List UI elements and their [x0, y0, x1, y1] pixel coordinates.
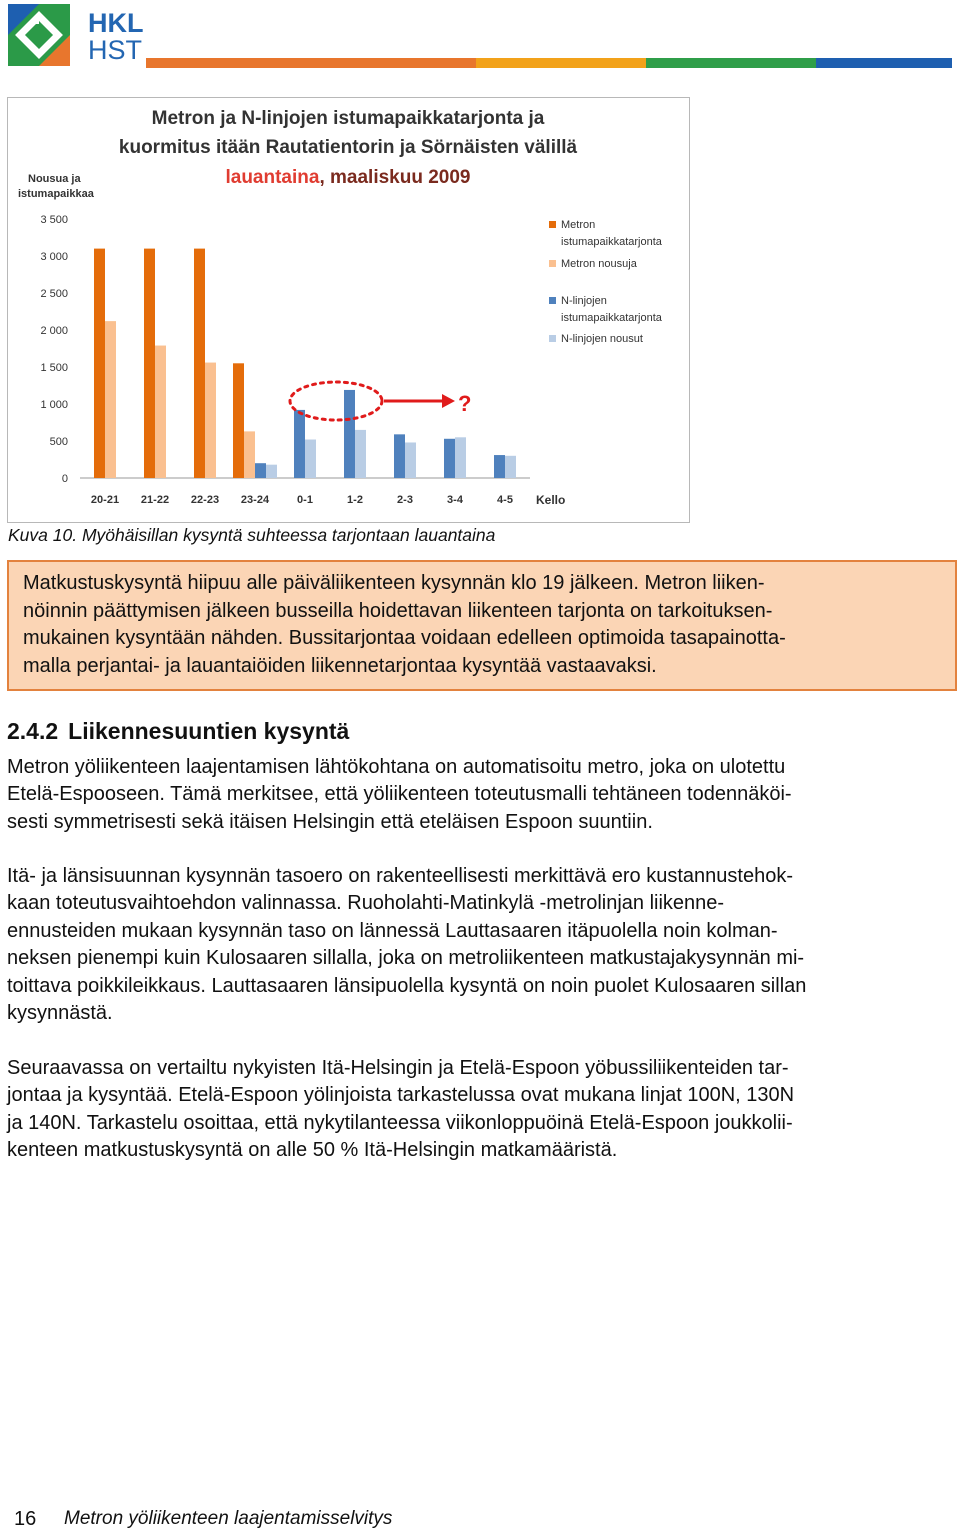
bar-3 — [444, 439, 455, 478]
bar-3 — [394, 434, 405, 478]
bar-4 — [505, 456, 516, 478]
text-line: kaan toteutusvaihtoehdon valinnassa. Ruoholahti-Matinkylä -metrolinjan liikenne- — [7, 892, 725, 915]
paragraph-1 — [7, 754, 957, 836]
bar-4 — [266, 465, 277, 478]
text-line: kysynnästä. — [7, 1002, 113, 1025]
text-line: Etelä-Espooseen. Tämä merkitsee, että yöliikenteen toteutusmalli tehtäneen todennäköi- — [7, 783, 792, 806]
bar-3 — [494, 455, 505, 478]
paragraph-3 — [7, 1055, 957, 1165]
logo-line2: HST — [88, 35, 142, 65]
bar-3 — [294, 410, 305, 478]
text-line: Itä- ja länsisuunnan kysynnän tasoero on rakenteellisesti merkittävä ero kustannustehok- — [7, 865, 793, 887]
x-tick-label: 2-3 — [397, 494, 413, 506]
summary-line: malla perjantai- ja lauantaiöiden liikennetarjontaa kysyntää vastaavaksi. — [23, 654, 657, 677]
section-number: 2.4.2 — [7, 718, 59, 744]
legend-label: N-linjojen — [561, 295, 607, 307]
annotation-group — [290, 382, 471, 420]
x-tick-label: 23-24 — [240, 494, 270, 506]
legend-label: istumapaikkatarjonta — [561, 236, 662, 248]
chart-subtitle — [225, 167, 470, 188]
x-tick-label: 1-2 — [347, 494, 363, 506]
logo-text — [88, 10, 144, 64]
summary-box — [7, 560, 957, 691]
bar-1 — [94, 249, 105, 478]
y-tick-label: 3 500 — [40, 214, 68, 226]
page-number: 16 — [14, 1508, 37, 1530]
text-line: kenteen matkustuskysyntä on alle 50 % Itä-Helsingin matkamääristä. — [7, 1139, 618, 1162]
bar-chart — [8, 98, 689, 522]
chart-subtitle-highlight: lauantaina — [225, 167, 320, 188]
chart-title-line1: Metron ja N-linjojen istumapaikkatarjonta ja — [151, 108, 545, 129]
y-tick-label: 0 — [61, 473, 68, 485]
legend-label: Metron nousuja — [561, 258, 637, 270]
legend-swatch — [549, 335, 556, 342]
x-tick-label: 21-22 — [140, 494, 170, 506]
text-line: ja 140N. Tarkastelu osoittaa, että nykytilanteessa viikonloppuöinä Etelä-Espoon joukkolii- — [7, 1111, 793, 1134]
annotation-question-mark: ? — [458, 391, 472, 416]
legend-swatch — [549, 260, 556, 267]
chart-legend — [549, 219, 663, 345]
summary-line: nöinnin päättymisen jälkeen busseilla hoidettavan liikenteen tarjonta on tarkoituksen- — [23, 599, 773, 622]
bar-2 — [244, 431, 255, 478]
legend-label: N-linjojen nousut — [561, 333, 643, 345]
bar-4 — [305, 440, 316, 478]
legend-swatch — [549, 297, 556, 304]
bar-1 — [233, 363, 244, 478]
text-line: sesti symmetrisesti sekä itäisen Helsingin että eteläisen Espoon suuntiin. — [7, 810, 653, 833]
x-tick-label: 20-21 — [90, 494, 120, 506]
x-tick-label: 3-4 — [447, 494, 463, 506]
bar-4 — [455, 437, 466, 478]
bar-4 — [405, 442, 416, 478]
header-bar-segment — [146, 58, 476, 68]
chart-frame — [7, 97, 690, 523]
y-axis-label-line2: istumapaikkaa — [18, 188, 94, 200]
arrow-head-icon — [442, 394, 455, 408]
paragraph-2 — [7, 863, 957, 1027]
figure-caption: Kuva 10. Myöhäisillan kysyntä suhteessa tarjontaan lauantaina — [8, 525, 496, 545]
summary-line: mukainen kysyntään nähden. Bussitarjontaa voidaan edelleen optimoida tasapainotta- — [23, 627, 786, 649]
y-tick-label: 500 — [49, 436, 68, 448]
logo-line1: HKL — [88, 8, 144, 38]
text-line: jontaa ja kysyntää. Etelä-Espoon yölinjoista tarkastelussa ovat mukana linjat 100N, 130N — [7, 1084, 795, 1107]
section-title: Liikennesuuntien kysyntä — [68, 718, 350, 744]
bar-3 — [344, 390, 355, 478]
bar-4 — [355, 430, 366, 478]
chart-title-line2: kuormitus itään Rautatientorin ja Sörnäisten välillä — [118, 137, 578, 158]
bar-3 — [255, 463, 266, 478]
bar-2 — [205, 363, 216, 478]
y-tick-label: 1 500 — [40, 362, 68, 374]
hkl-logo — [8, 4, 148, 68]
legend-label: Metron — [561, 219, 596, 231]
bar-2 — [155, 346, 166, 478]
header-bar-segment — [646, 58, 816, 68]
text-line: ennusteiden mukaan kysynnän taso on lännessä Lauttasaaren itäpuolella noin kolman- — [7, 919, 778, 942]
y-tick-label: 2 500 — [40, 288, 68, 300]
chart-subtitle-rest: , maaliskuu 2009 — [319, 167, 471, 188]
section-heading — [7, 718, 349, 745]
text-line: toittava poikkileikkaus. Lauttasaaren länsipuolella kysyntä on noin puolet Kulosaaren sillan — [7, 974, 807, 997]
header-bar-segment — [476, 58, 646, 68]
plot-area — [40, 214, 530, 506]
bar-2 — [105, 321, 116, 478]
text-line: Seuraavassa on vertailtu nykyisten Itä-Helsingin ja Etelä-Espoon yöbussiliikenteiden tar- — [7, 1057, 789, 1079]
y-axis-label-line1: Nousua ja — [28, 173, 81, 185]
header-color-bar — [146, 58, 952, 68]
y-tick-label: 2 000 — [40, 325, 68, 337]
text-line: neksen pienempi kuin Kulosaaren sillalla, joka on metroliikenteen matkustajakysynnän mi- — [7, 947, 805, 970]
bar-1 — [144, 249, 155, 478]
bar-1 — [194, 249, 205, 478]
y-tick-label: 3 000 — [40, 251, 68, 263]
footer-doc-title: Metron yöliikenteen laajentamisselvitys — [64, 1508, 393, 1529]
hkl-emblem-icon — [8, 4, 74, 68]
y-tick-label: 1 000 — [40, 399, 68, 411]
x-tick-label: 0-1 — [297, 494, 313, 506]
legend-swatch — [549, 221, 556, 228]
x-axis-label: Kello — [536, 493, 566, 507]
x-tick-label: 4-5 — [497, 494, 513, 506]
legend-label: istumapaikkatarjonta — [561, 312, 662, 324]
text-line: Metron yöliikenteen laajentamisen lähtökohtana on automatisoitu metro, joka on ulotettu — [7, 756, 786, 778]
header-bar-segment — [816, 58, 952, 68]
x-tick-label: 22-23 — [190, 494, 220, 506]
summary-line: Matkustuskysyntä hiipuu alle päiväliikenteen kysynnän klo 19 jälkeen. Metron liiken- — [23, 572, 765, 594]
